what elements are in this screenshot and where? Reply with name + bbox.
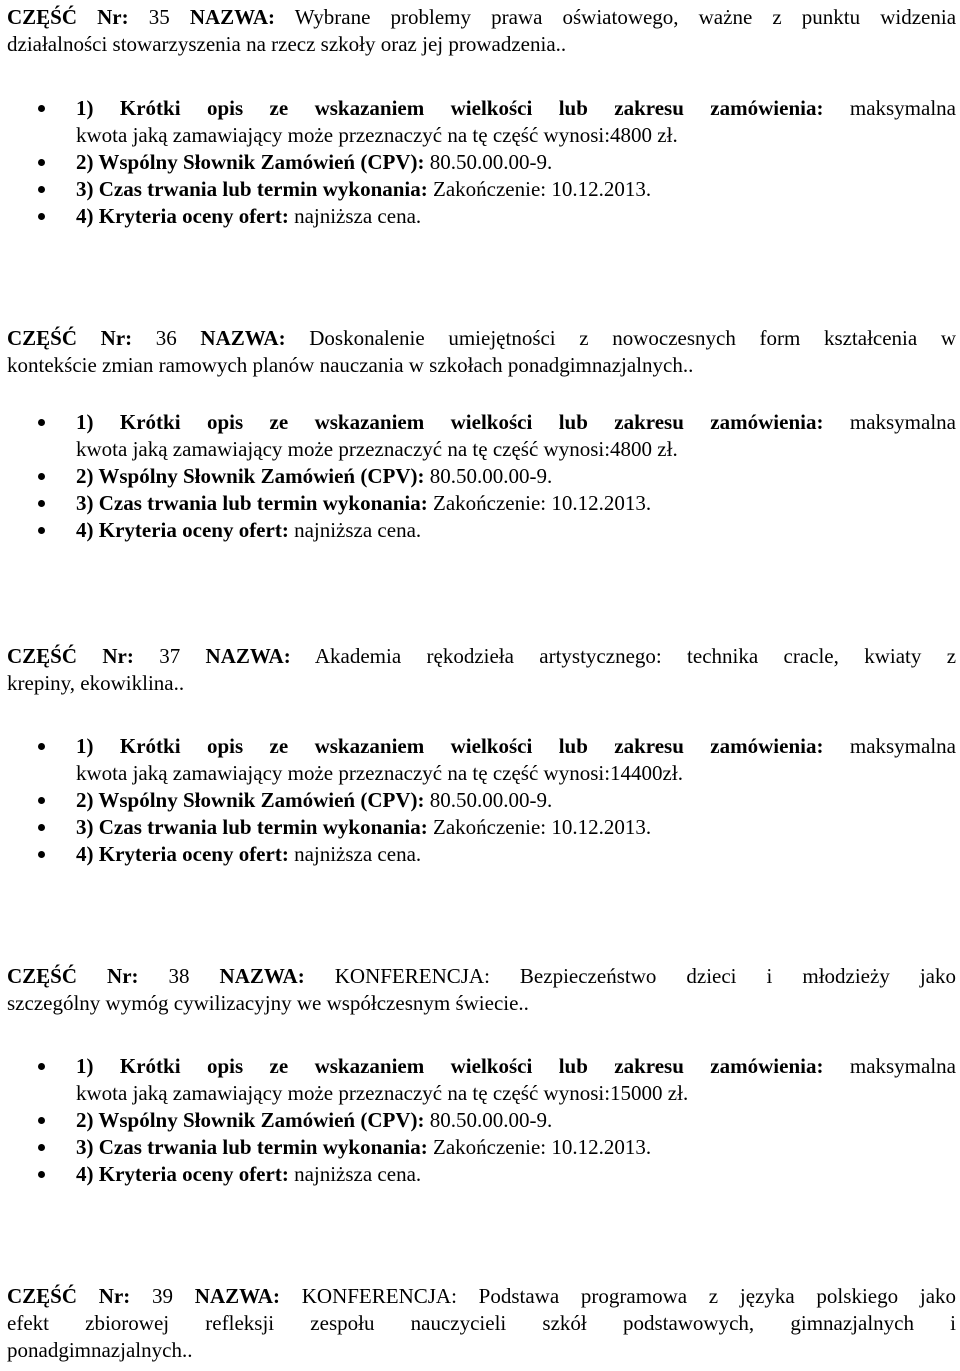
- list-item-cpv: 2) Wspólny Słownik Zamówień (CPV): 80.50.00.00-9.: [7, 787, 956, 814]
- list-item-duration: 3) Czas trwania lub termin wykonania: Zakończenie: 10.12.2013.: [7, 176, 956, 203]
- criteria-list: [7, 95, 956, 230]
- part-name-line1: KONFERENCJA: Podstawa programowa z języka polskiego jako: [301, 1284, 957, 1308]
- part-name-line2: krepiny, ekowiklina..: [7, 671, 185, 695]
- bullet-icon: [38, 851, 45, 858]
- list-item-description: 1) Krótki opis ze wskazaniem wielkości lub zakresu zamówienia: maksymalna kwota jaką zamawiający może przeznaczyć na tę część wynosi:15000 zł.: [7, 1053, 956, 1107]
- section-part-38: [7, 963, 956, 1188]
- bullet-icon: [38, 824, 45, 831]
- list-item-duration: 3) Czas trwania lub termin wykonania: Zakończenie: 10.12.2013.: [7, 490, 956, 517]
- criteria-list: [7, 409, 956, 544]
- bullet-icon: [38, 527, 45, 534]
- part-label: CZĘŚĆ Nr:: [7, 1284, 131, 1308]
- list-item-description: 1) Krótki opis ze wskazaniem wielkości lub zakresu zamówienia: maksymalna kwota jaką zamawiający może przeznaczyć na tę część wynosi:14400zł.: [7, 733, 956, 787]
- part-name-line1: Doskonalenie umiejętności z nowoczesnych form kształcenia w: [309, 326, 957, 350]
- part-label: CZĘŚĆ Nr:: [7, 644, 134, 668]
- list-item-description: 1) Krótki opis ze wskazaniem wielkości lub zakresu zamówienia: maksymalna kwota jaką zamawiający może przeznaczyć na tę część wynosi:4800 zł.: [7, 95, 956, 149]
- section-part-35: [7, 4, 956, 230]
- section-part-39: [7, 1283, 956, 1364]
- part-label: CZĘŚĆ Nr:: [7, 326, 133, 350]
- bullet-icon: [38, 213, 45, 220]
- list-item-criteria: 4) Kryteria oceny ofert: najniższa cena.: [7, 203, 956, 230]
- section-heading: [7, 643, 956, 697]
- list-item-cpv: 2) Wspólny Słownik Zamówień (CPV): 80.50.00.00-9.: [7, 149, 956, 176]
- bullet-icon: [38, 186, 45, 193]
- bullet-icon: [38, 743, 45, 750]
- part-name-line3: ponadgimnazjalnych..: [7, 1338, 193, 1362]
- bullet-icon: [38, 1063, 45, 1070]
- part-label: CZĘŚĆ Nr:: [7, 964, 139, 988]
- bullet-icon: [38, 105, 45, 112]
- list-item-description: 1) Krótki opis ze wskazaniem wielkości lub zakresu zamówienia: maksymalna kwota jaką zamawiający może przeznaczyć na tę część wynosi:4800 zł.: [7, 409, 956, 463]
- section-heading: [7, 963, 956, 1017]
- section-heading: [7, 325, 956, 379]
- name-label: NAZWA:: [205, 644, 291, 668]
- list-item-criteria: 4) Kryteria oceny ofert: najniższa cena.: [7, 841, 956, 868]
- part-name-line1: Akademia rękodzieła artystycznego: technika cracle, kwiaty z: [314, 644, 957, 668]
- list-item-cpv: 2) Wspólny Słownik Zamówień (CPV): 80.50.00.00-9.: [7, 1107, 956, 1134]
- part-name-line1: Wybrane problemy prawa oświatowego, ważne z punktu widzenia: [294, 5, 957, 29]
- name-label: NAZWA:: [194, 1284, 280, 1308]
- part-number: 39: [152, 1284, 174, 1308]
- part-number: 35: [148, 5, 170, 29]
- bullet-icon: [38, 1171, 45, 1178]
- part-number: 38: [168, 964, 190, 988]
- part-name-line2: szczególny wymóg cywilizacyjny we współczesnym świecie..: [7, 991, 529, 1015]
- section-part-36: [7, 325, 956, 544]
- list-item-criteria: 4) Kryteria oceny ofert: najniższa cena.: [7, 1161, 956, 1188]
- bullet-icon: [38, 500, 45, 507]
- list-item-duration: 3) Czas trwania lub termin wykonania: Zakończenie: 10.12.2013.: [7, 814, 956, 841]
- bullet-icon: [38, 797, 45, 804]
- bullet-icon: [38, 419, 45, 426]
- bullet-icon: [38, 1117, 45, 1124]
- section-heading: [7, 4, 956, 58]
- part-name-line1: KONFERENCJA: Bezpieczeństwo dzieci i młodzieży jako: [334, 964, 956, 988]
- bullet-icon: [38, 159, 45, 166]
- name-label: NAZWA:: [189, 5, 275, 29]
- section-heading: [7, 1283, 956, 1364]
- criteria-list: [7, 733, 956, 868]
- list-item-duration: 3) Czas trwania lub termin wykonania: Zakończenie: 10.12.2013.: [7, 1134, 956, 1161]
- part-name-line2: kontekście zmian ramowych planów nauczania w szkołach ponadgimnazjalnych..: [7, 353, 694, 377]
- list-item-cpv: 2) Wspólny Słownik Zamówień (CPV): 80.50.00.00-9.: [7, 463, 956, 490]
- part-label: CZĘŚĆ Nr:: [7, 5, 129, 29]
- bullet-icon: [38, 1144, 45, 1151]
- list-item-criteria: 4) Kryteria oceny ofert: najniższa cena.: [7, 517, 956, 544]
- bullet-icon: [38, 473, 45, 480]
- part-name-line2: działalności stowarzyszenia na rzecz szkoły oraz jej prowadzenia..: [7, 32, 567, 56]
- criteria-list: [7, 1053, 956, 1188]
- section-part-37: [7, 643, 956, 868]
- name-label: NAZWA:: [200, 326, 286, 350]
- name-label: NAZWA:: [219, 964, 305, 988]
- part-number: 37: [159, 644, 181, 668]
- part-number: 36: [155, 326, 177, 350]
- part-name-line2: efekt zbiorowej refleksji zespołu nauczycieli szkół podstawowych, gimnazjalnych i: [7, 1311, 956, 1335]
